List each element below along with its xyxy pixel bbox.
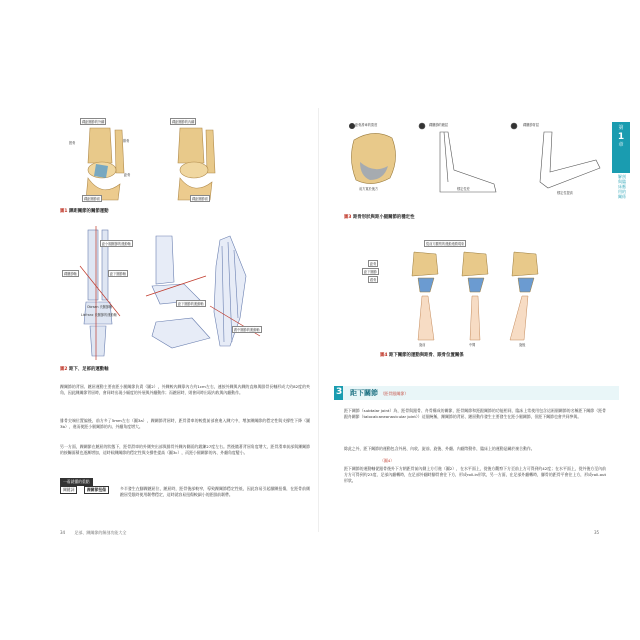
fig4-label-pronation: 旋前 — [419, 343, 426, 347]
leg-front-drawing — [84, 230, 112, 356]
fig2-label-subtalar-axis: 距下關節軸 — [110, 272, 126, 276]
figure-2-title: 距下、足部的運動軸 — [68, 367, 109, 372]
foot-lateral-drawing — [152, 236, 210, 348]
left-folio — [60, 530, 126, 536]
figure-1-title: 踝距關節的關節運動 — [68, 209, 109, 214]
neutral-foot — [462, 252, 488, 340]
fig3-label-unstable: 穩定性差 — [457, 187, 470, 191]
figure-1 — [60, 118, 260, 206]
figure-3-number: 圖3 — [344, 215, 352, 220]
chapter-tab-unit: 章 — [618, 142, 624, 148]
figure-3-caption — [344, 214, 414, 220]
figure-4-title: 距下關節的運動與距骨、跟骨位置關係 — [388, 353, 464, 358]
right-paragraph-3: 距下關節的運動軸從跟骨後外下方朝距骨前內側上方行進（圖2），在水平面上，從後方觀察下方至前上方可得到約42度；在水平面上，從外後方至內前方方可得到約23度，足部內翻轉時，在足部外翻時腳骨會往下方，形成roll-in形狀，另一方面，在足部外翻轉時，腳骨的距骨平會往上方，形成roll-out形狀。 — [344, 466, 606, 484]
left-running-title: 足部、踝關節的解剖功能大全 — [74, 530, 127, 535]
left-paragraph-1: 踝關節的背屈、蹠屈運動主要由距小腿關節負責（圖2），外踝較內踝靠內方約1cm左右，連接外踝與內踝的直線與腓骨長軸形成大約82度的夾角，因此踝關節背屈時，會同時出現小幅度的外展與外翻動作；而蹠屈時，則會同時出現內收與內翻動作。 — [60, 384, 310, 396]
figure-4-illustration — [384, 248, 564, 344]
left-page-number: 34 — [60, 530, 66, 535]
fig4-header: 從前方觀察的運動連鎖現象 — [426, 242, 465, 246]
fig3-label-dorsiflexion: 踝關節背屈 — [523, 123, 539, 127]
fig2-label-subtalar-motion-axis: 距下關節的運動軸 — [178, 302, 204, 306]
fig3-label-stable: 穩定性提高 — [557, 191, 573, 195]
figure-2-number: 圖2 — [60, 367, 68, 372]
fig2-label-lisfranc-axis: Lisfranc 氏關節的運動軸 — [81, 313, 117, 317]
left-paragraph-3: 另一方面，踝關節在蹠屈的狀態下，距骨滑車的外側突出部與腓骨外踝內側面的鍛鍊27度左右。然後隨著背屈角度增大，距骨滑車前部與踝關節的接觸面積也逐漸增加，這時候踝關節的穩定性與支撐性提高（圖3c），而距小腿關節的內、外翻角度變小。 — [60, 444, 310, 456]
figure-3-illustration — [344, 122, 606, 212]
keyword-label: 關鍵詞 — [60, 486, 77, 494]
figure-1-illustration — [60, 118, 260, 206]
fig2-label-ankle-axis: 踝關節軸 — [64, 272, 77, 276]
right-fig4-ref: （圖4） — [380, 458, 395, 463]
chapter-side-text: 解剖與臨床應用的關係 — [618, 174, 626, 199]
fig4-label-calcaneus: 跟骨 — [370, 278, 377, 282]
figure-1-caption — [60, 208, 109, 214]
chapter-tab-prefix: 第 — [618, 125, 624, 131]
section-subtitle: （距骨跟關節） — [380, 391, 409, 396]
fig4-label-subtalar: 距下關節 — [364, 270, 377, 274]
fig1-label-tibia: 脛骨 — [69, 141, 76, 145]
section-number: 3 — [336, 387, 343, 397]
figure-3-title: 距骨形狀與距小腿關節的穩定性 — [352, 215, 415, 220]
fig2-label-talocrural-axis: 距小腿關節的運動軸 — [102, 242, 131, 246]
figure-2 — [60, 226, 270, 362]
figure-3 — [344, 122, 606, 212]
fig4-label-supination: 旋後 — [519, 343, 526, 347]
fig1-label-eversion: 踝距關節的外翻 — [82, 120, 105, 124]
page-gutter — [318, 108, 319, 532]
fig3-label-trochlea-width: 距骨滑車的寬度 — [355, 123, 378, 127]
fig4-label-talus: 距骨 — [370, 262, 377, 266]
fig1-label-joint-a: 踝距關節面 — [84, 197, 100, 201]
right-page-number: 35 — [594, 530, 600, 535]
right-paragraph-2: 除此之外，距下關節的運動包含外展、內收、旋前、旋後、外翻、內翻等動作，臨床上的運動是屬於複合動作。 — [344, 446, 535, 451]
chapter-tab-number: 1 — [617, 132, 625, 142]
figure-2-illustration — [60, 226, 270, 362]
fig1-label-joint-b: 踝距關節面 — [192, 197, 208, 201]
figure-1-number: 圖1 — [60, 209, 68, 214]
supination-foot — [510, 252, 538, 340]
fig1-label-fibula: 腓骨 — [123, 139, 130, 143]
figure-2-caption — [60, 366, 109, 372]
fig4-label-neutral: 中間 — [469, 343, 476, 347]
ankle-plantarflexion-drawing — [419, 123, 496, 192]
section-title-text: 距下關節 — [350, 389, 378, 397]
left-paragraph-2: 腓骨尖端位置偏後，前方多了5mm左右（圖3a），踝關節背屈時，距骨滑車的較寬前部會進入踝穴中，增加踝關節的穩定性與支撐性下降（圖3b），進而使距小腿關節的內、外翻角度增大。 — [60, 418, 310, 430]
ankle-dorsiflexion-drawing — [511, 123, 600, 188]
fig2-label-obrsen-axis: Obrsen 氏關節軸 — [87, 305, 113, 309]
keyword-ankle-sprain: 踝關節扭傷 — [84, 486, 109, 494]
fig3-label-front-wider: 前方寬於後方 — [359, 187, 379, 191]
chapter-tab — [612, 122, 630, 173]
talus-trochlea-drawing — [349, 123, 396, 184]
figure-4-caption — [380, 352, 464, 358]
fig1-label-inversion: 踝距關節的內翻 — [172, 120, 195, 124]
fig2-label-midtarsal-axis: 跗中關節的運動軸 — [234, 328, 260, 332]
ankle-eversion-drawing — [86, 128, 124, 200]
ankle-inversion-drawing — [178, 128, 215, 200]
right-paragraph-1: 距下關節（subtalar joint）為，距骨與跟骨、舟骨構成的關節，距骨關節和距跟關節的功能相同，臨床上常使用包含這兩個關節的名稱距下關節（距骨跟舟關節（talocalcaneonavicular joint））這個統稱，踝關節的背屈、蹠屈動作發生主要發生在距小腿關節，但距下關節也會共同參與。 — [344, 408, 606, 420]
keypoint-dark-label: 一看就懂的重點 — [60, 478, 93, 486]
left-paragraph-4: 多半發生在腳踝蹠屈位，蹠屈時，距骨後部較窄，導致踝關節穩定性低，因此容易引起腳踝扭傷，在距骨前側蹠屈受限時使用韌帶穩定，這時就容易扭傷較細小的距腓前韌帶。 — [120, 486, 310, 498]
figure-4-number: 圖4 — [380, 353, 388, 358]
fig1-label-talus: 距骨 — [124, 173, 131, 177]
fig3-label-plantarflexion: 踝關節的蹠屈 — [429, 123, 449, 127]
section-title — [350, 388, 408, 398]
figure-4 — [384, 248, 564, 344]
pronation-foot — [412, 252, 438, 340]
